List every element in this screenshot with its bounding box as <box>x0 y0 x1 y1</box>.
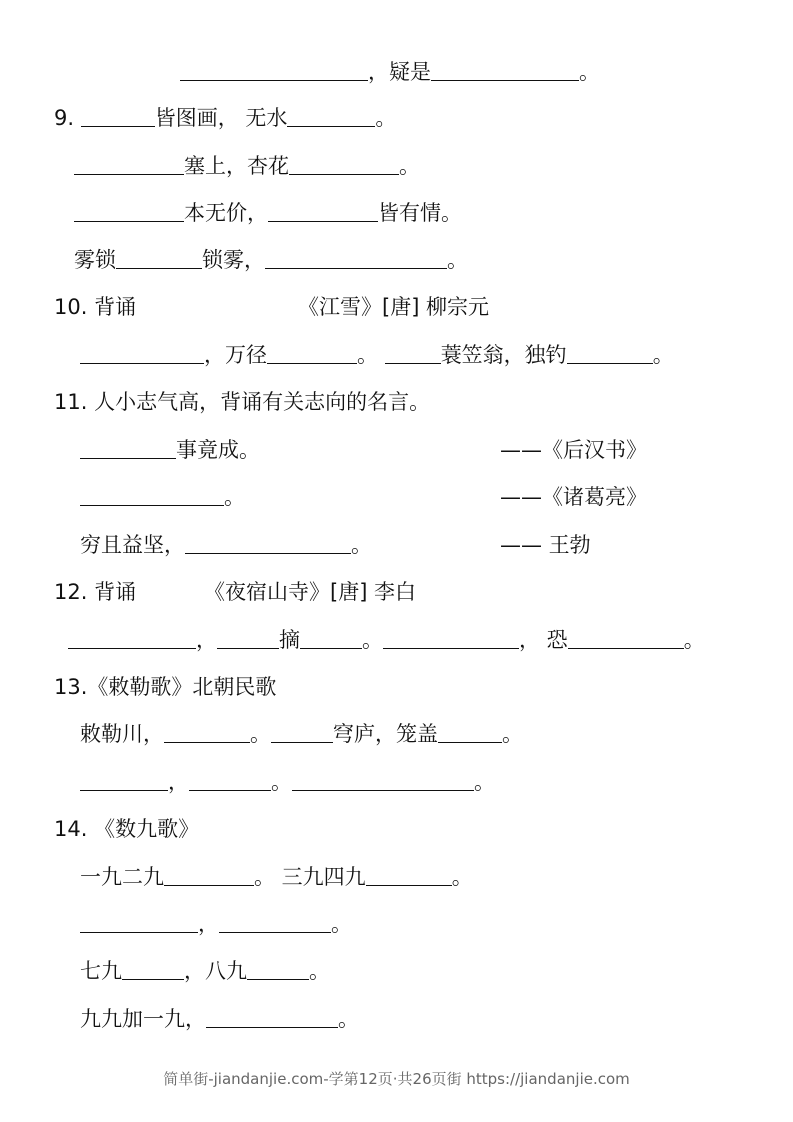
line-8 <box>54 388 430 416</box>
line-14 <box>54 673 276 701</box>
text: 锁雾， <box>202 248 265 272</box>
question-heading: 13.《敕勒歌》北朝民歌 <box>54 675 277 699</box>
line-15 <box>80 720 523 748</box>
text: 摘 <box>279 628 300 652</box>
source-1 <box>500 436 647 464</box>
answer-blank[interactable] <box>80 436 176 459</box>
answer-blank[interactable] <box>189 768 271 791</box>
source-3 <box>500 531 591 559</box>
question-heading: 14. 《数九歌》 <box>54 817 200 841</box>
answer-blank[interactable] <box>292 768 474 791</box>
answer-blank[interactable] <box>431 58 579 81</box>
answer-blank[interactable] <box>265 246 447 269</box>
answer-blank[interactable] <box>80 910 198 933</box>
text: 。 <box>502 722 523 746</box>
line-10 <box>80 483 245 511</box>
line-16 <box>80 768 495 796</box>
line-11 <box>80 531 372 559</box>
question-number: 9. <box>54 106 75 130</box>
line-2 <box>54 104 396 132</box>
answer-blank[interactable] <box>206 1005 338 1028</box>
poem-title: 《江雪》[唐] 柳宗元 <box>298 295 490 319</box>
line-7 <box>80 341 674 369</box>
question-heading: 12. 背诵 <box>54 580 137 604</box>
text: 。 <box>447 248 468 272</box>
line-4 <box>74 199 462 227</box>
answer-blank[interactable] <box>81 104 155 127</box>
text: ， <box>198 912 219 936</box>
text: 九九加一九， <box>80 1007 206 1031</box>
text: 蓑笠翁，独钓 <box>440 343 567 367</box>
text: 本无价， <box>184 201 268 225</box>
answer-blank[interactable] <box>164 863 254 886</box>
line-6 <box>54 293 489 321</box>
answer-blank[interactable] <box>289 152 399 175</box>
answer-blank[interactable] <box>80 483 224 506</box>
line-5 <box>74 246 468 274</box>
answer-blank[interactable] <box>74 199 184 222</box>
source-text: —— 王勃 <box>500 533 591 557</box>
text: 敕勒川， <box>80 722 164 746</box>
line-17 <box>54 815 199 843</box>
line-19 <box>80 910 352 938</box>
question-heading: 11. 人小志气高，背诵有关志向的名言。 <box>54 390 431 414</box>
text: 一九二九 <box>80 865 164 889</box>
text: 塞上，杏花 <box>184 154 289 178</box>
line-9 <box>80 436 260 464</box>
answer-blank[interactable] <box>568 626 684 649</box>
answer-blank[interactable] <box>180 58 368 81</box>
text: ， 恐 <box>519 628 568 652</box>
answer-blank[interactable] <box>80 341 204 364</box>
text: 皆图画， 无水 <box>154 106 288 130</box>
answer-blank[interactable] <box>271 720 333 743</box>
page-footer: 简单街-jiandanjie.com-学第12页·共26页街 https://jiandanjie.com <box>163 1070 630 1088</box>
text: 穷且益坚， <box>80 533 185 557</box>
line-13 <box>68 626 705 654</box>
text: 。 <box>451 865 473 889</box>
text: 。 <box>652 343 674 367</box>
line-21 <box>80 1005 359 1033</box>
question-heading: 10. 背诵 <box>54 295 137 319</box>
text: 。 <box>399 154 420 178</box>
text: 。 <box>250 722 271 746</box>
answer-blank[interactable] <box>185 531 351 554</box>
answer-blank[interactable] <box>268 199 378 222</box>
text: ，万径 <box>204 343 267 367</box>
text: 。 <box>375 106 397 130</box>
text: 。 <box>224 485 245 509</box>
line-12 <box>54 578 416 606</box>
source-2 <box>500 483 647 511</box>
text: 皆有情。 <box>378 201 462 225</box>
answer-blank[interactable] <box>383 626 519 649</box>
answer-blank[interactable] <box>267 341 357 364</box>
text: 。 <box>579 60 600 84</box>
answer-blank[interactable] <box>217 626 279 649</box>
answer-blank[interactable] <box>366 863 452 886</box>
text: 事竟成。 <box>176 438 260 462</box>
source-text: ——《后汉书》 <box>500 438 647 462</box>
line-20 <box>80 957 330 985</box>
answer-blank[interactable] <box>80 768 168 791</box>
answer-blank[interactable] <box>68 626 196 649</box>
text: ，疑是 <box>368 60 431 84</box>
poem-title: 《夜宿山寺》[唐] 李白 <box>204 580 417 604</box>
answer-blank[interactable] <box>438 720 502 743</box>
text: ， <box>196 628 217 652</box>
text: 。 <box>362 628 383 652</box>
line-1 <box>180 58 600 86</box>
text: 。 <box>683 628 705 652</box>
answer-blank[interactable] <box>122 957 184 980</box>
text: 。 <box>357 343 378 367</box>
line-3 <box>74 152 420 180</box>
answer-blank[interactable] <box>287 104 375 127</box>
answer-blank[interactable] <box>385 341 441 364</box>
answer-blank[interactable] <box>74 152 184 175</box>
text: 。 三九四九 <box>254 865 366 889</box>
text: 。 <box>351 533 372 557</box>
answer-blank[interactable] <box>116 246 202 269</box>
text: 穹庐，笼盖 <box>333 722 438 746</box>
answer-blank[interactable] <box>219 910 331 933</box>
text: 。 <box>474 770 495 794</box>
text: 。 <box>338 1007 359 1031</box>
answer-blank[interactable] <box>247 957 309 980</box>
text: 雾锁 <box>74 248 116 272</box>
text: 。 <box>271 770 292 794</box>
source-text: ——《诸葛亮》 <box>500 485 647 509</box>
text: ，八九 <box>184 959 247 983</box>
text: 。 <box>309 959 330 983</box>
answer-blank[interactable] <box>300 626 362 649</box>
answer-blank[interactable] <box>164 720 250 743</box>
text: 。 <box>331 912 352 936</box>
line-18 <box>80 863 473 891</box>
answer-blank[interactable] <box>567 341 653 364</box>
text: ， <box>168 770 189 794</box>
text: 七九 <box>80 959 122 983</box>
